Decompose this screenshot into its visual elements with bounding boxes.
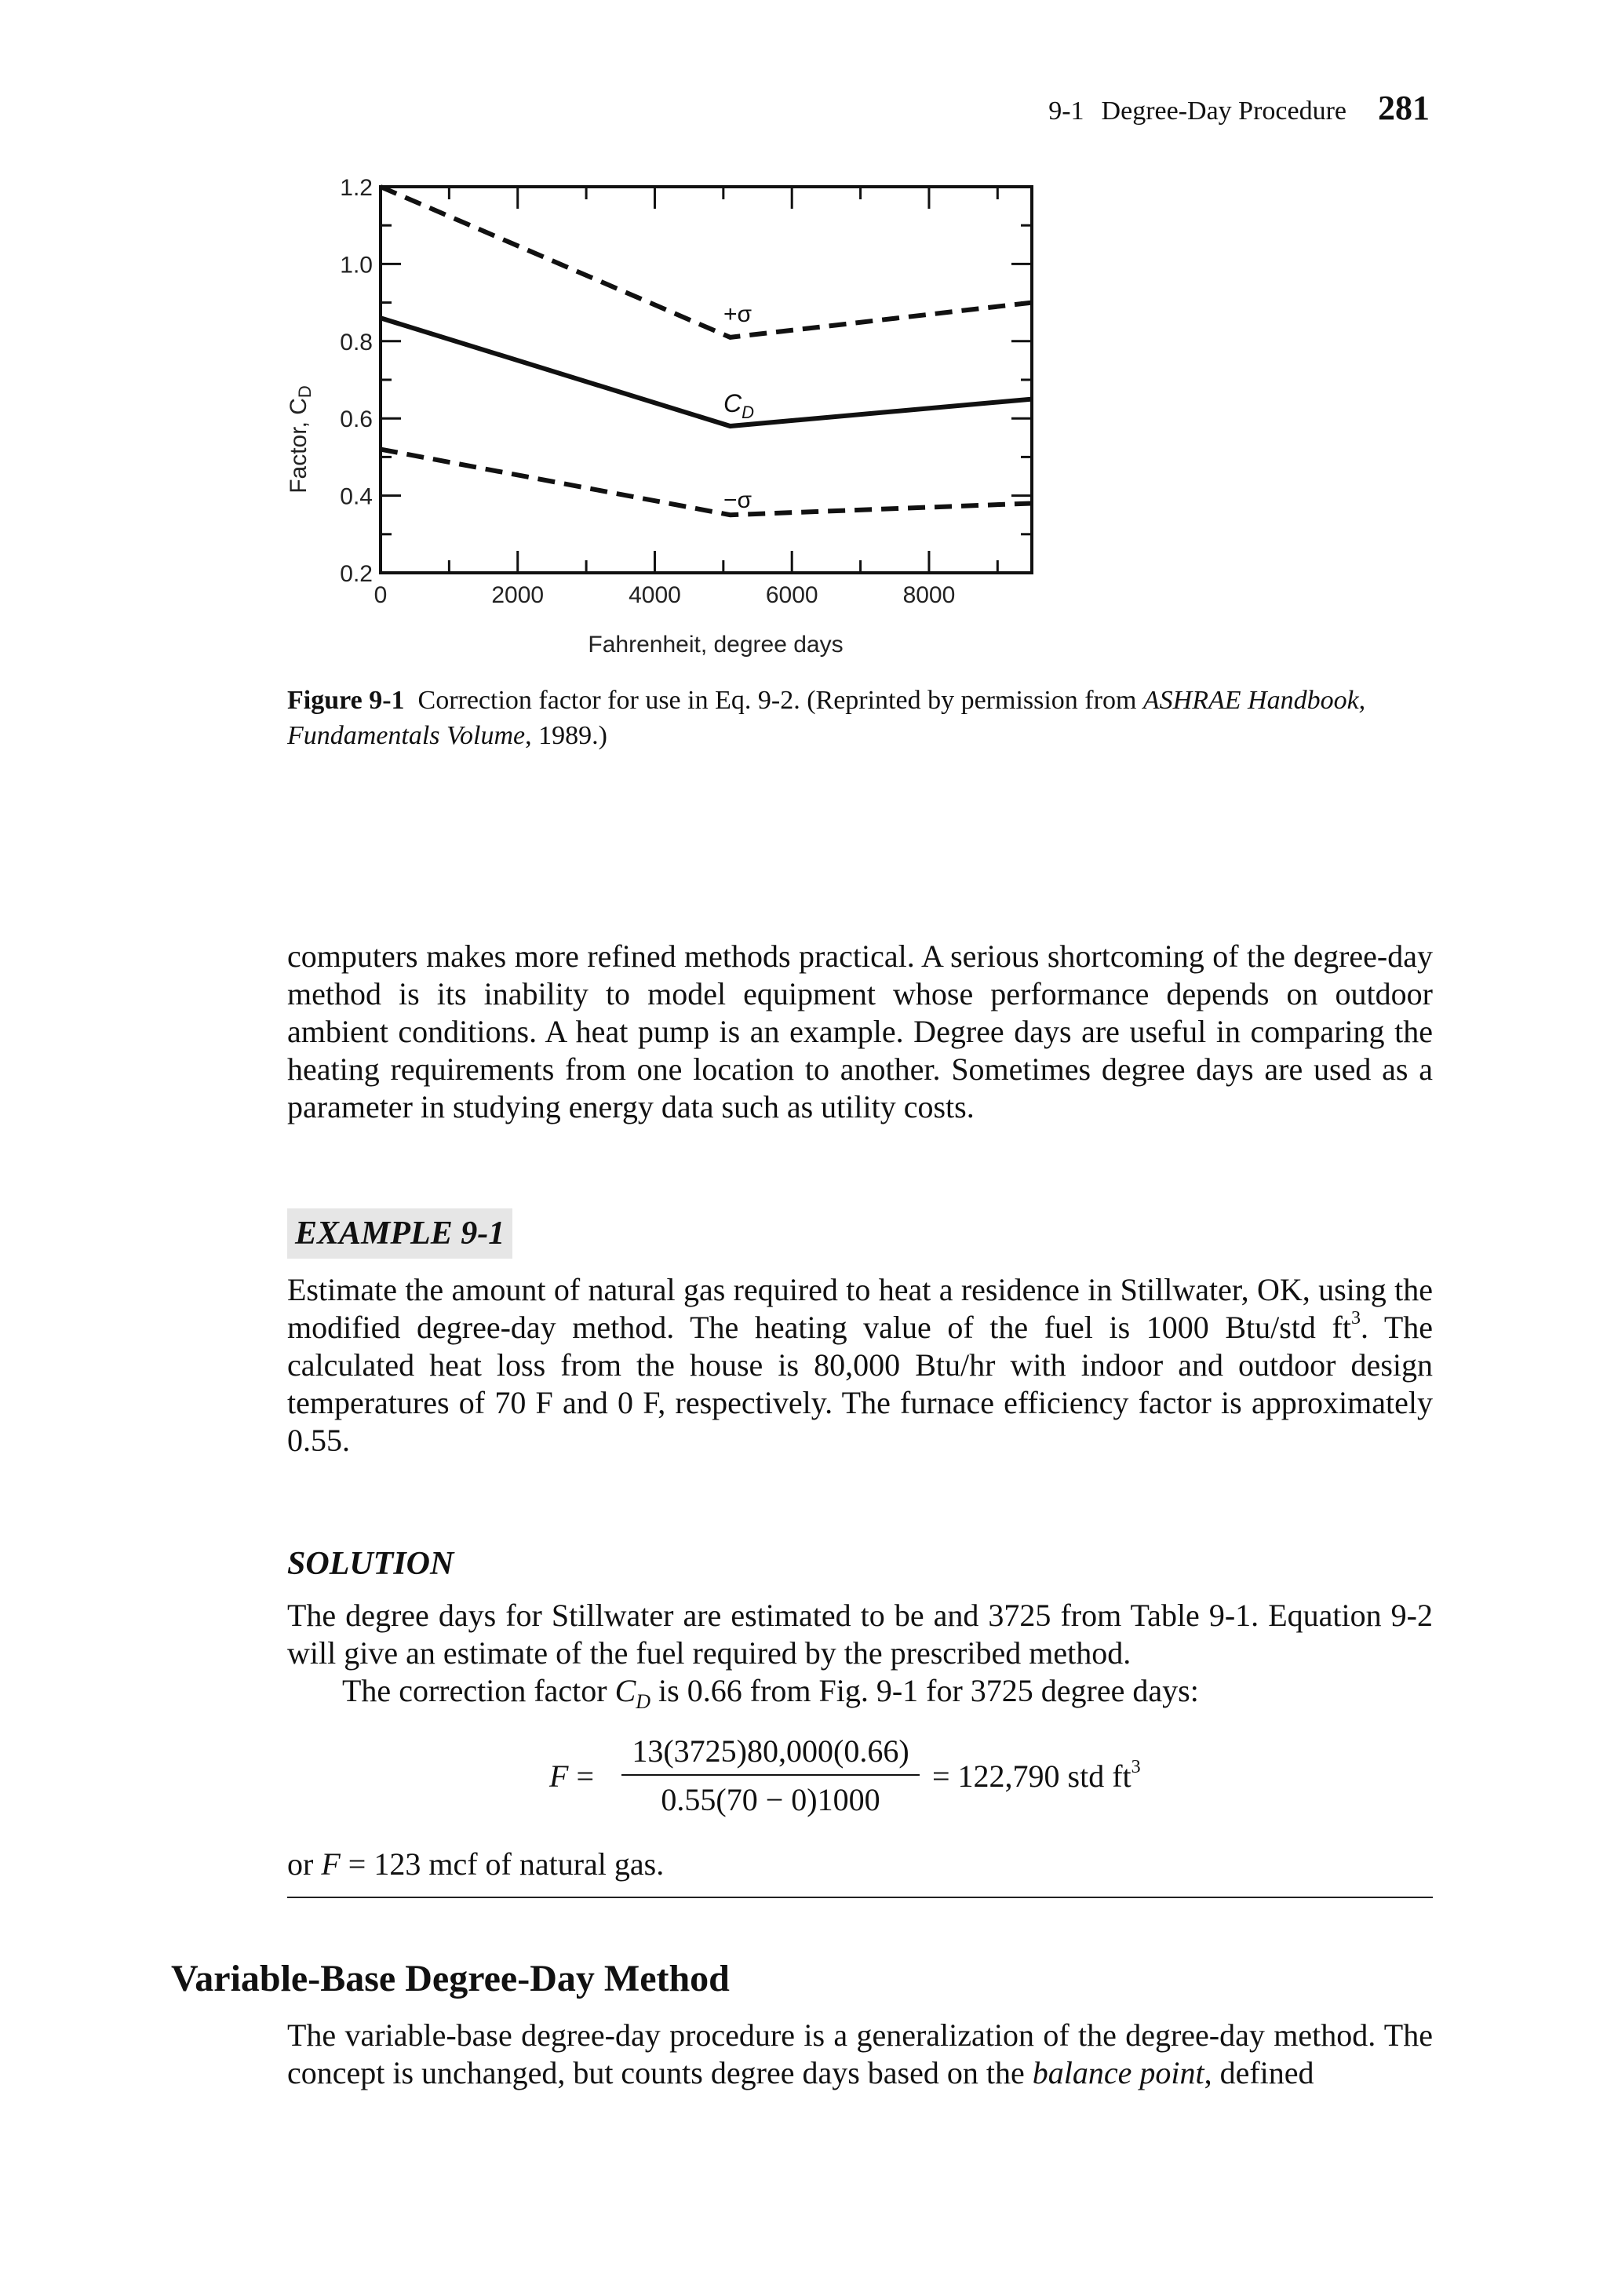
fraction-bar — [621, 1774, 920, 1776]
y-tick-label: 1.2 — [340, 175, 373, 201]
y-tick-label: 0.2 — [340, 561, 373, 587]
caption-year: , 1989.) — [525, 721, 607, 750]
x-tick-label: 2000 — [491, 582, 545, 608]
solution-result: or F = 123 mcf of natural gas. — [287, 1846, 665, 1882]
solution-text-2: The correction factor $C_D$ is 0.66 from Fig. 9-1 for 3725 degree days: — [342, 1673, 1199, 1714]
page-number: 281 — [1378, 89, 1430, 127]
y-tick-label: 0.4 — [340, 483, 373, 510]
y-axis-label: Factor, $C_D$ — [286, 385, 315, 494]
x-tick-label: 4000 — [629, 582, 681, 608]
header-section-number: 9-1 — [1048, 97, 1084, 126]
example-heading: EXAMPLE 9-1 — [287, 1208, 512, 1259]
caption-source-title: ASHRAE Handbook, Fundamentals Volume — [287, 686, 1366, 750]
y-tick-label: 0.6 — [340, 406, 373, 433]
running-header — [1048, 88, 1430, 128]
series-label-plus-sigma: +σ — [723, 301, 752, 327]
header-section-title: Degree-Day Procedure — [1101, 97, 1346, 126]
series-line-cd — [381, 318, 1032, 426]
caption-text: Correction factor for use in Eq. 9-2. (Reprinted by permission from — [417, 686, 1143, 715]
example-end-rule — [287, 1897, 1433, 1898]
figure-label: Figure 9-1 — [287, 686, 405, 715]
figure-9-1-chart — [282, 169, 1067, 671]
solution-heading: SOLUTION — [287, 1546, 454, 1582]
x-tick-label: 0 — [374, 582, 388, 608]
series-line-minus-sigma — [381, 450, 1032, 516]
equation-lhs: F = — [549, 1758, 594, 1794]
x-tick-label: 6000 — [765, 582, 818, 608]
equation-rhs: = 122,790 std $ft^3$ — [932, 1757, 1141, 1794]
series-label-cd: $C_D$ — [723, 389, 754, 422]
body-paragraph-1: computers makes more refined methods practical. A serious shortcoming of the degree-day method is its inability to model equipment whose performance depends on outdoor ambient conditions. A heat pump is an example. Degree days are useful in comparing the heating requirements from one location to another. Sometimes degree days are used as a parameter in studying energy data such as utility costs. — [287, 938, 1433, 1124]
x-axis-label: Fahrenheit, degree days — [588, 632, 844, 658]
x-tick-label: 8000 — [902, 582, 956, 608]
series-label-minus-sigma: −σ — [723, 487, 752, 513]
y-tick-label: 0.8 — [340, 329, 373, 355]
series-line-plus-sigma — [381, 187, 1032, 337]
example-text: Estimate the amount of natural gas required to heat a residence in Stillwater, OK, using the modified degree-day method. The heating value of the fuel is 1000 Btu/std $ft^3$. The calculated heat loss from the house is 80,000 Btu/hr with indoor and outdoor design temperatures of 70 F and 0 F, respectively. The furnace efficiency factor is approximately 0.55. — [287, 1272, 1434, 1458]
solution-text-1: The degree days for Stillwater are estimated to be and 3725 from Table 9-1. Equation 9-2 will give an estimate of the fuel required by the prescribed method. — [287, 1598, 1433, 1671]
equation-numerator: 13(3725)80,000(0.66) — [632, 1733, 909, 1769]
y-tick-label: 1.0 — [340, 252, 373, 279]
figure-caption — [287, 683, 1433, 753]
equation-denominator: 0.55(70 − 0)1000 — [661, 1782, 880, 1817]
section-heading: Variable-Base Degree-Day Method — [171, 1958, 730, 1999]
section-text: The variable-base degree-day procedure is a generalization of the degree-day method. The concept is unchanged, but counts degree days based on the balance point, defined — [287, 2017, 1433, 2090]
plot-frame — [381, 187, 1032, 573]
